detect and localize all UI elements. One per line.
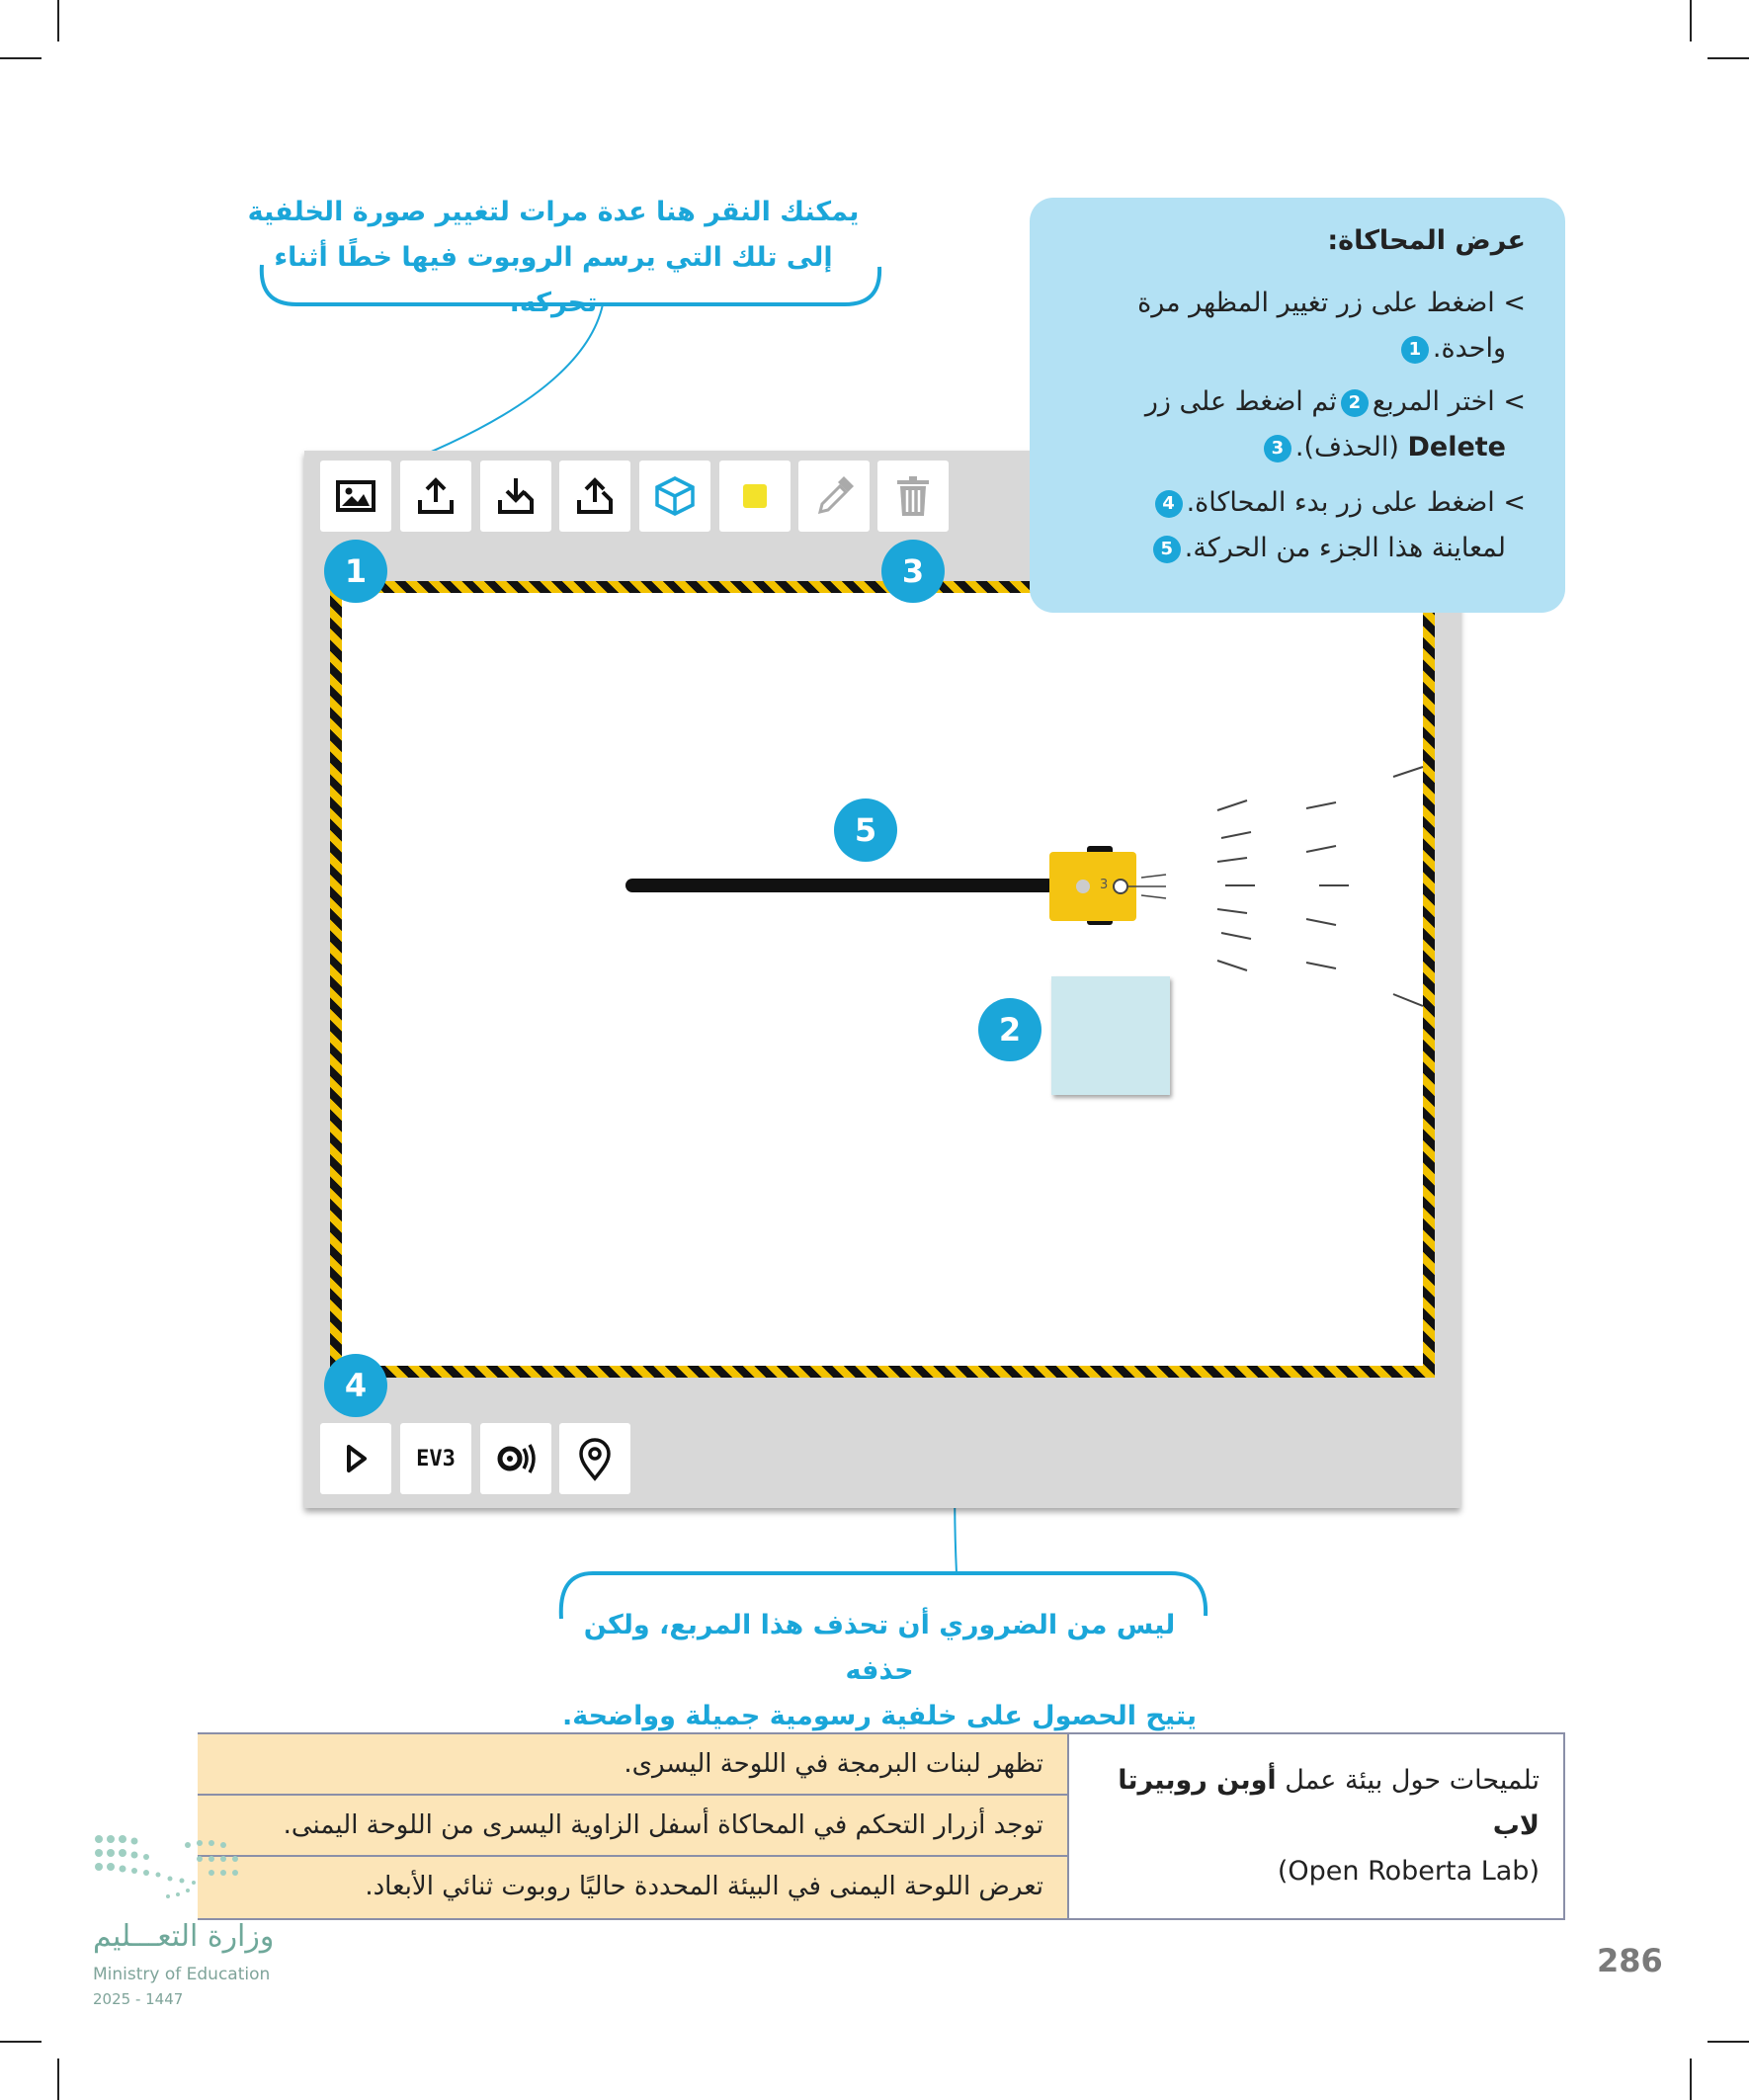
info-step2-bold: Delete: [1407, 432, 1506, 462]
info-step1: [1061, 281, 1526, 372]
start-simulation-button[interactable]: [320, 1423, 391, 1494]
info-step2-b: ثم اضغط على زر: [1144, 386, 1337, 417]
badge-1: 1: [324, 540, 387, 603]
reset-position-button[interactable]: [559, 1423, 630, 1494]
info-box: [1030, 198, 1565, 613]
info-step2-c: (الحذف).: [1294, 432, 1399, 462]
badge-2: 2: [978, 998, 1041, 1061]
number-badge: 1: [1401, 336, 1429, 364]
info-step2-a: > اختر المربع: [1372, 386, 1526, 417]
bottom-callout: [553, 1603, 1206, 1739]
number-badge: 5: [1153, 536, 1181, 563]
number-badge: 2: [1341, 389, 1369, 417]
location-pin-icon: [571, 1435, 619, 1482]
info-step3-a: > اضغط على زر بدء المحاكاة.: [1186, 487, 1526, 518]
ministry-name-english: Ministry of Education: [93, 1965, 271, 1984]
ministry-name-arabic: وزارة التعـــليم: [93, 1919, 275, 1954]
obstacle-square[interactable]: [1051, 976, 1170, 1095]
tips-title-bold: أوبن روبيرتا لاب: [1118, 1765, 1540, 1841]
top-callout-line1: يمكنك النقر هنا عدة مرات لتغيير صورة الخلفية: [247, 197, 860, 227]
ministry-year: 2025 - 1447: [93, 1990, 184, 2008]
page-number: 286: [1597, 1942, 1663, 1979]
number-badge: 3: [1264, 435, 1291, 462]
tips-title-b: (Open Roberta Lab): [1277, 1856, 1540, 1887]
info-box-tail: [1030, 376, 1089, 455]
play-icon: [332, 1435, 379, 1482]
info-step2: [1061, 379, 1526, 470]
ev3-label: EV3: [416, 1446, 456, 1471]
badge-4: 4: [324, 1354, 387, 1417]
top-callout-line2: إلى تلك التي يرسم الروبوت فيها خطًا أثناء تحركه.: [274, 242, 833, 318]
info-step3-b: لمعاينة هذا الجزء من الحركة.: [1184, 533, 1506, 563]
sensor-values-button[interactable]: [480, 1423, 551, 1494]
sound-icon: [492, 1435, 540, 1482]
tips-table: [198, 1732, 1565, 1920]
tip-row: توجد أزرار التحكم في المحاكاة أسفل الزاوية اليسرى من اللوحة اليمنى.: [198, 1796, 1067, 1857]
number-badge: 4: [1155, 490, 1183, 518]
bottom-callout-line1: ليس من الضروري أن تحذف هذا المربع، ولكن حذفه: [583, 1610, 1176, 1686]
ev3-button[interactable]: [400, 1423, 471, 1494]
tips-title: [1067, 1734, 1563, 1918]
tip-row: تظهر لبنات البرمجة في اللوحة اليسرى.: [198, 1734, 1067, 1796]
bottom-callout-line2: يتيح الحصول على خلفية رسومية جميلة وواضحة.: [561, 1701, 1198, 1731]
sensor-rays: [1217, 767, 1423, 1006]
robot-port-label: 3: [1100, 878, 1109, 892]
info-title: عرض المحاكاة:: [1327, 225, 1526, 256]
tip-row: تعرض اللوحة اليمنى في البيئة المحددة حاليًا روبوت ثنائي الأبعاد.: [198, 1857, 1067, 1918]
info-step1-b: واحدة.: [1432, 333, 1506, 364]
tips-title-a: تلميحات حول بيئة عمل: [1285, 1765, 1540, 1796]
badge-5: 5: [834, 798, 897, 862]
info-step3: [1061, 480, 1526, 571]
badge-3: 3: [881, 540, 945, 603]
info-step1-a: > اضغط على زر تغيير المظهر مرة: [1137, 288, 1526, 318]
